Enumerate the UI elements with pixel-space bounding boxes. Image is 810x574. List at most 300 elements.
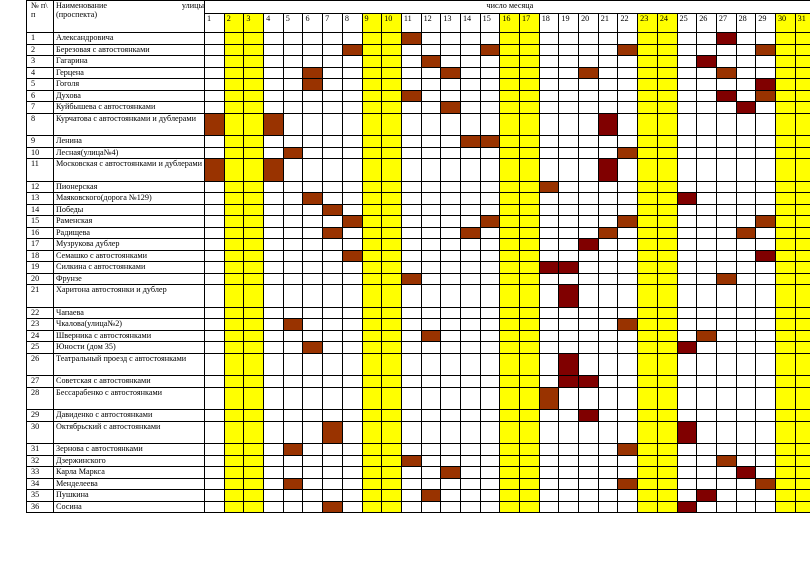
day-cell xyxy=(382,285,402,308)
day-cell xyxy=(421,239,441,251)
scheduled-cell xyxy=(401,33,421,45)
day-cell xyxy=(598,467,618,479)
scheduled-cell xyxy=(736,102,756,114)
day-cell xyxy=(618,227,638,239)
day-header-17: 17 xyxy=(520,14,540,33)
day-cell xyxy=(362,102,382,114)
day-cell xyxy=(342,501,362,513)
day-cell xyxy=(205,227,225,239)
day-cell xyxy=(716,490,736,502)
day-cell xyxy=(736,56,756,68)
day-cell xyxy=(460,193,480,205)
day-cell xyxy=(441,410,461,422)
day-cell xyxy=(638,56,658,68)
day-cell xyxy=(205,307,225,319)
day-cell xyxy=(500,193,520,205)
day-cell xyxy=(697,501,717,513)
day-cell xyxy=(303,285,323,308)
day-cell xyxy=(697,136,717,148)
street-number: 5 xyxy=(27,79,54,91)
day-cell xyxy=(441,239,461,251)
day-cell xyxy=(480,113,500,136)
day-cell xyxy=(775,113,795,136)
day-cell xyxy=(323,444,343,456)
header-street-label-2: (проспекта) xyxy=(56,10,98,19)
day-cell xyxy=(657,113,677,136)
scheduled-cell xyxy=(323,501,343,513)
day-cell xyxy=(716,478,736,490)
day-cell xyxy=(323,387,343,410)
day-cell xyxy=(401,239,421,251)
day-cell xyxy=(736,330,756,342)
day-cell xyxy=(362,273,382,285)
scheduled-cell xyxy=(441,102,461,114)
day-cell xyxy=(244,193,264,205)
day-cell xyxy=(579,307,599,319)
day-cell xyxy=(382,319,402,331)
day-cell xyxy=(657,376,677,388)
scheduled-cell xyxy=(598,113,618,136)
scheduled-cell xyxy=(264,159,284,182)
day-cell xyxy=(460,387,480,410)
day-cell xyxy=(539,56,559,68)
day-cell xyxy=(244,342,264,354)
day-cell xyxy=(539,79,559,91)
day-cell xyxy=(362,387,382,410)
scheduled-cell xyxy=(342,216,362,228)
day-cell xyxy=(520,216,540,228)
day-cell xyxy=(618,387,638,410)
day-cell xyxy=(205,376,225,388)
day-cell xyxy=(480,273,500,285)
day-cell xyxy=(677,330,697,342)
day-cell xyxy=(579,455,599,467)
day-cell xyxy=(795,193,810,205)
day-cell xyxy=(697,376,717,388)
day-cell xyxy=(224,262,244,274)
day-cell xyxy=(441,455,461,467)
day-cell xyxy=(460,262,480,274)
day-cell xyxy=(677,159,697,182)
day-cell xyxy=(480,56,500,68)
day-cell xyxy=(756,181,776,193)
day-cell xyxy=(460,376,480,388)
day-cell xyxy=(539,216,559,228)
scheduled-cell xyxy=(697,56,717,68)
day-cell xyxy=(579,421,599,444)
day-cell xyxy=(598,90,618,102)
day-cell xyxy=(401,421,421,444)
day-cell xyxy=(342,444,362,456)
day-cell xyxy=(264,56,284,68)
street-row xyxy=(27,44,810,56)
day-cell xyxy=(559,444,579,456)
day-cell xyxy=(736,353,756,376)
day-cell xyxy=(500,33,520,45)
day-cell xyxy=(756,113,776,136)
day-cell xyxy=(775,410,795,422)
day-cell xyxy=(795,273,810,285)
day-cell xyxy=(244,56,264,68)
day-cell xyxy=(401,181,421,193)
street-number: 14 xyxy=(27,204,54,216)
day-cell xyxy=(323,159,343,182)
scheduled-cell xyxy=(618,444,638,456)
day-cell xyxy=(283,102,303,114)
street-row xyxy=(27,478,810,490)
day-cell xyxy=(638,285,658,308)
day-cell xyxy=(638,478,658,490)
day-cell xyxy=(342,193,362,205)
day-cell xyxy=(775,67,795,79)
street-number: 27 xyxy=(27,376,54,388)
day-cell xyxy=(362,490,382,502)
street-row xyxy=(27,79,810,91)
day-cell xyxy=(697,467,717,479)
day-cell xyxy=(736,376,756,388)
street-name: Семашко с автостоянками xyxy=(54,250,205,262)
day-cell xyxy=(421,455,441,467)
day-cell xyxy=(657,67,677,79)
day-cell xyxy=(539,353,559,376)
day-cell xyxy=(362,444,382,456)
day-cell xyxy=(421,193,441,205)
day-cell xyxy=(795,227,810,239)
scheduled-cell xyxy=(323,421,343,444)
day-cell xyxy=(795,136,810,148)
day-cell xyxy=(500,387,520,410)
street-name: Силкина с автостоянками xyxy=(54,262,205,274)
scheduled-cell xyxy=(205,113,225,136)
day-cell xyxy=(657,33,677,45)
day-cell xyxy=(342,455,362,467)
day-cell xyxy=(441,330,461,342)
day-cell xyxy=(264,181,284,193)
day-cell xyxy=(421,227,441,239)
day-cell xyxy=(401,227,421,239)
day-cell xyxy=(342,421,362,444)
day-cell xyxy=(795,204,810,216)
day-header-18: 18 xyxy=(539,14,559,33)
day-cell xyxy=(559,421,579,444)
day-cell xyxy=(264,421,284,444)
day-cell xyxy=(539,490,559,502)
street-row xyxy=(27,376,810,388)
day-cell xyxy=(224,273,244,285)
day-cell xyxy=(382,239,402,251)
day-cell xyxy=(579,204,599,216)
day-cell xyxy=(598,319,618,331)
day-cell xyxy=(520,319,540,331)
day-cell xyxy=(224,353,244,376)
day-cell xyxy=(657,353,677,376)
street-row xyxy=(27,113,810,136)
day-cell xyxy=(362,204,382,216)
street-row xyxy=(27,56,810,68)
day-cell xyxy=(697,478,717,490)
day-cell xyxy=(421,250,441,262)
day-cell xyxy=(224,56,244,68)
day-cell xyxy=(342,353,362,376)
day-cell xyxy=(500,444,520,456)
day-cell xyxy=(421,467,441,479)
day-cell xyxy=(264,307,284,319)
day-header-28: 28 xyxy=(736,14,756,33)
day-cell xyxy=(264,227,284,239)
day-cell xyxy=(775,159,795,182)
day-cell xyxy=(657,79,677,91)
day-cell xyxy=(775,56,795,68)
day-cell xyxy=(579,330,599,342)
day-cell xyxy=(500,467,520,479)
day-cell xyxy=(618,455,638,467)
street-number: 6 xyxy=(27,90,54,102)
day-cell xyxy=(382,44,402,56)
day-cell xyxy=(520,204,540,216)
scheduled-cell xyxy=(716,67,736,79)
street-name: Радищева xyxy=(54,227,205,239)
day-cell xyxy=(598,501,618,513)
day-cell xyxy=(618,342,638,354)
day-cell xyxy=(264,147,284,159)
day-header-31: 31 xyxy=(795,14,810,33)
day-header-25: 25 xyxy=(677,14,697,33)
day-cell xyxy=(736,421,756,444)
day-cell xyxy=(775,102,795,114)
day-cell xyxy=(756,285,776,308)
day-cell xyxy=(736,239,756,251)
day-cell xyxy=(224,44,244,56)
day-cell xyxy=(224,478,244,490)
day-cell xyxy=(539,239,559,251)
day-cell xyxy=(283,467,303,479)
day-cell xyxy=(775,250,795,262)
day-cell xyxy=(500,501,520,513)
day-cell xyxy=(657,159,677,182)
day-cell xyxy=(303,44,323,56)
day-cell xyxy=(441,181,461,193)
day-cell xyxy=(382,181,402,193)
day-cell xyxy=(500,285,520,308)
day-cell xyxy=(303,204,323,216)
day-cell xyxy=(480,376,500,388)
street-number: 28 xyxy=(27,387,54,410)
day-cell xyxy=(264,262,284,274)
day-cell xyxy=(677,478,697,490)
day-cell xyxy=(421,478,441,490)
street-name: Чкалова(улица№2) xyxy=(54,319,205,331)
day-cell xyxy=(362,250,382,262)
day-header-2: 2 xyxy=(224,14,244,33)
day-cell xyxy=(244,410,264,422)
day-cell xyxy=(342,307,362,319)
day-cell xyxy=(500,44,520,56)
day-cell xyxy=(795,410,810,422)
day-cell xyxy=(697,113,717,136)
street-row xyxy=(27,147,810,159)
day-cell xyxy=(224,410,244,422)
day-cell xyxy=(756,56,776,68)
street-number: 3 xyxy=(27,56,54,68)
day-cell xyxy=(205,250,225,262)
day-cell xyxy=(382,159,402,182)
day-cell xyxy=(736,262,756,274)
day-cell xyxy=(638,239,658,251)
day-cell xyxy=(520,227,540,239)
street-row xyxy=(27,342,810,354)
day-cell xyxy=(657,387,677,410)
day-cell xyxy=(441,273,461,285)
day-cell xyxy=(756,262,776,274)
day-cell xyxy=(638,455,658,467)
day-cell xyxy=(795,353,810,376)
street-row xyxy=(27,273,810,285)
street-name: Гагарина xyxy=(54,56,205,68)
day-cell xyxy=(657,239,677,251)
day-cell xyxy=(283,193,303,205)
day-cell xyxy=(264,490,284,502)
day-cell xyxy=(323,262,343,274)
day-cell xyxy=(736,307,756,319)
day-cell xyxy=(480,319,500,331)
street-number: 10 xyxy=(27,147,54,159)
day-cell xyxy=(303,250,323,262)
street-name: Гоголя xyxy=(54,79,205,91)
day-cell xyxy=(618,90,638,102)
day-cell xyxy=(697,342,717,354)
day-cell xyxy=(205,501,225,513)
day-cell xyxy=(362,421,382,444)
day-cell xyxy=(283,44,303,56)
day-cell xyxy=(736,90,756,102)
scheduled-cell xyxy=(579,67,599,79)
day-cell xyxy=(224,67,244,79)
day-cell xyxy=(323,490,343,502)
day-cell xyxy=(224,376,244,388)
day-cell xyxy=(224,319,244,331)
day-cell xyxy=(303,421,323,444)
day-cell xyxy=(460,113,480,136)
day-cell xyxy=(382,273,402,285)
day-cell xyxy=(716,421,736,444)
day-cell xyxy=(401,444,421,456)
day-cell xyxy=(500,342,520,354)
day-header-11: 11 xyxy=(401,14,421,33)
day-cell xyxy=(224,467,244,479)
street-row xyxy=(27,159,810,182)
day-cell xyxy=(520,342,540,354)
day-cell xyxy=(775,455,795,467)
day-cell xyxy=(382,421,402,444)
day-cell xyxy=(736,501,756,513)
street-row xyxy=(27,444,810,456)
day-cell xyxy=(205,444,225,456)
day-cell xyxy=(775,353,795,376)
day-cell xyxy=(598,307,618,319)
day-cell xyxy=(283,250,303,262)
day-cell xyxy=(500,227,520,239)
day-cell xyxy=(756,147,776,159)
day-cell xyxy=(244,467,264,479)
day-cell xyxy=(205,478,225,490)
day-cell xyxy=(697,181,717,193)
day-cell xyxy=(638,410,658,422)
day-cell xyxy=(618,262,638,274)
day-cell xyxy=(638,113,658,136)
day-cell xyxy=(205,204,225,216)
street-row xyxy=(27,239,810,251)
scheduled-cell xyxy=(716,33,736,45)
day-cell xyxy=(441,193,461,205)
day-cell xyxy=(716,102,736,114)
day-cell xyxy=(480,239,500,251)
day-cell xyxy=(559,102,579,114)
day-cell xyxy=(520,113,540,136)
day-cell xyxy=(342,342,362,354)
day-cell xyxy=(598,410,618,422)
day-cell xyxy=(579,467,599,479)
day-cell xyxy=(697,307,717,319)
day-cell xyxy=(244,478,264,490)
day-cell xyxy=(244,239,264,251)
day-cell xyxy=(618,136,638,148)
day-cell xyxy=(520,330,540,342)
scheduled-cell xyxy=(756,216,776,228)
day-cell xyxy=(283,387,303,410)
day-cell xyxy=(775,444,795,456)
day-cell xyxy=(795,113,810,136)
day-cell xyxy=(382,467,402,479)
day-cell xyxy=(224,342,244,354)
scheduled-cell xyxy=(323,227,343,239)
day-cell xyxy=(539,204,559,216)
day-cell xyxy=(520,193,540,205)
day-cell xyxy=(244,250,264,262)
day-cell xyxy=(421,67,441,79)
day-cell xyxy=(224,501,244,513)
scheduled-cell xyxy=(401,455,421,467)
day-cell xyxy=(342,102,362,114)
day-cell xyxy=(244,376,264,388)
scheduled-cell xyxy=(559,376,579,388)
day-cell xyxy=(480,193,500,205)
day-cell xyxy=(657,90,677,102)
day-header-1: 1 xyxy=(205,14,225,33)
day-cell xyxy=(598,193,618,205)
day-cell xyxy=(382,353,402,376)
day-cell xyxy=(598,250,618,262)
day-cell xyxy=(677,44,697,56)
day-cell xyxy=(283,501,303,513)
day-cell xyxy=(520,67,540,79)
day-cell xyxy=(579,227,599,239)
day-cell xyxy=(224,136,244,148)
day-cell xyxy=(283,273,303,285)
day-cell xyxy=(598,444,618,456)
day-cell xyxy=(638,67,658,79)
street-row xyxy=(27,90,810,102)
day-cell xyxy=(362,44,382,56)
day-cell xyxy=(539,250,559,262)
day-cell xyxy=(539,102,559,114)
day-cell xyxy=(441,227,461,239)
day-cell xyxy=(618,56,638,68)
day-cell xyxy=(323,147,343,159)
day-cell xyxy=(775,79,795,91)
day-cell xyxy=(775,342,795,354)
day-cell xyxy=(500,113,520,136)
day-cell xyxy=(559,455,579,467)
